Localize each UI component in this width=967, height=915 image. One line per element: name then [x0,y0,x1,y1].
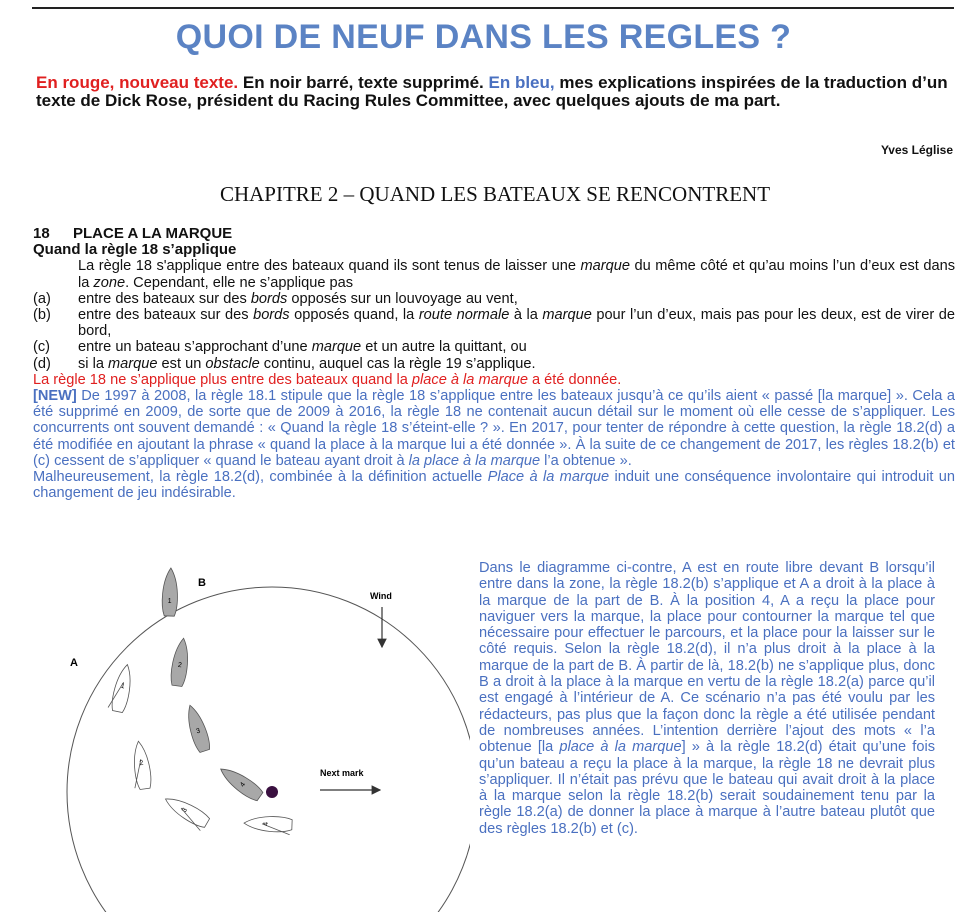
item-text: si la marque est un obstacle continu, auquel cas la règle 19 s’applique. [78,355,536,372]
svg-text:1: 1 [120,682,126,691]
boat-b-4 [216,763,264,803]
diagram-explanation: Dans le diagramme ci-contre, A est en route libre devant B lorsqu’il entre dans la zone, la règle 18.2(b) s’applique et A a droit à la place à la marque de la part de B. À la position 4, A a reçu la place pour naviguer vers la marque, la place pour contourner la marque tel que nécessaire pour effectuer le parcours, et la place pour la laisser sur le côté requis. Selon la règle 18.2(d), il n’a plus droit à la place à la marque de la part de B. À partir de là, 18.2(b) ne s’applique plus, donc B a droit à la place à la marque en vertu de la règle 18.2(a) parce qu’il est engagé à l’intérieur de A. Ce scénario n’a pas été voulu par les rédacteurs, pas plus que la façon donc la règle a été utilisée pendant de nombreuses années. L’intention derrière l’ajout des mots « l’a obtenue [la place à la marque] » à la règle 18.2(d) était qu’une fois qu’un bateau a reçu la place à la marque, la règle 18 ne devrait plus s’appliquer. Il n’était pas prévu que le bateau qui avait droit à la place à la marque selon la règle 18.2(b) serait soudainement tenu par la règle 18.2(a) de donner la place à marque à l’autre bateau plutôt que des règles 18.2(b) et (c). [479,560,935,837]
legend-intro [36,74,956,110]
boat-b-3 [183,703,212,753]
text-run: . Cependant, elle ne s’applique pas [125,274,354,291]
svg-text:4: 4 [239,781,248,789]
intro-black-text: En noir barré, texte supprimé. [238,73,489,92]
item-label: (c) [33,339,51,356]
rule-item-a [33,291,955,307]
intro-blue-text: En bleu, [488,73,555,92]
svg-text:2: 2 [177,661,183,670]
text-run: La règle 18 s'applique entre des bateaux quand ils sont tenus de laisser une [78,258,581,275]
rule-heading [33,226,955,242]
boat-a-2 [128,740,152,790]
label-a: A [70,657,78,669]
top-rule [32,7,954,9]
author: Yves Léglise [880,143,953,157]
svg-text:4: 4 [262,821,271,826]
item-label: (a) [33,290,51,307]
next-mark-label: Next mark [320,768,364,778]
intro-rest-text: mes explications inspirées de la traduction d’un texte de Dick Rose, président du Racing Rules Committee, avec quelques ajouts de ma part. [36,73,948,110]
boat-b-1 [162,568,179,616]
item-text: entre un bateau s’approchant d’une marque et un autre la quittant, ou [78,339,527,356]
rule-paragraph [33,258,955,290]
item-text: entre des bateaux sur des bords opposés quand, la route normale à la marque pour l’un d’eux, mais pas pour les deux, est de virer de bord, [78,307,956,340]
item-label: (d) [33,355,51,372]
mark-icon [266,786,278,798]
defined-term: marque [580,258,630,275]
boat-a-1 [108,662,135,713]
chapter-heading: CHAPITRE 2 – QUAND LES BATEAUX SE RENCONTRENT [219,182,771,206]
defined-term: zone [93,274,126,291]
page-title: QUOI DE NEUF DANS LES REGLES ? [175,18,792,56]
rule-title: PLACE A LA MARQUE [73,225,233,242]
new-tag: [NEW] [33,388,77,405]
mark-rounding-diagram [30,562,470,912]
intro-red-text: En rouge, nouveau texte. [36,73,239,92]
rule-section [33,226,955,501]
rule-item-d [33,356,955,372]
zone-circle [67,587,470,912]
wind-label: Wind [370,591,392,601]
rule-number: 18 [33,225,50,242]
boat-b-2 [169,637,191,687]
svg-text:2: 2 [139,759,144,768]
item-label: (b) [33,307,51,324]
svg-text:3: 3 [180,806,189,814]
rule-item-b [33,307,955,339]
svg-text:3: 3 [195,727,202,736]
item-text: entre des bateaux sur des bords opposés sur un louvoyage au vent, [78,290,518,307]
boat-a-4 [244,816,293,835]
rule-item-c [33,339,955,355]
explanation-paragraph-1: [NEW] De 1997 à 2008, la règle 18.1 stipule que la règle 18 s’applique entre les bateaux jusqu’à ce qu’ils aient « passé [la marque] ». Cela a été supprimé en 2009, de sorte que de 2009 à 2016, la règle 18 ne contenait aucun détail sur le moment où elle cesse de s’appliquer. Les concurrents ont souvent demandé : « Quand la règle 18 s’éteint-elle ? ». En 2017, pour tenter de répondre à cette question, la règle 18.2(d) a été modifiée en ajoutant la phrase « quand la place à la marque lui a été donnée ». À la suite de ce changement de 2017, les règles 18.2(b) et (c) cessent de s’appliquer « quand le bateau ayant droit à la place à la marque l’a obtenue ». [33,388,955,469]
label-b: B [198,577,206,589]
svg-text:1: 1 [167,597,172,606]
new-rule-text: La règle 18 ne s’applique plus entre des bateaux quand la place à la marque a été donnée. [33,371,622,388]
explanation-paragraph-2: Malheureusement, la règle 18.2(d), combinée à la définition actuelle Place à la marque induit une conséquence involontaire qui introduit un changement de jeu indésirable. [33,469,955,502]
boat-a-3 [160,792,210,831]
text-run: du même côté et qu’au moins l’un d’eux est dans la [78,258,956,291]
rule-subtitle: Quand la règle 18 s’applique [33,241,237,259]
